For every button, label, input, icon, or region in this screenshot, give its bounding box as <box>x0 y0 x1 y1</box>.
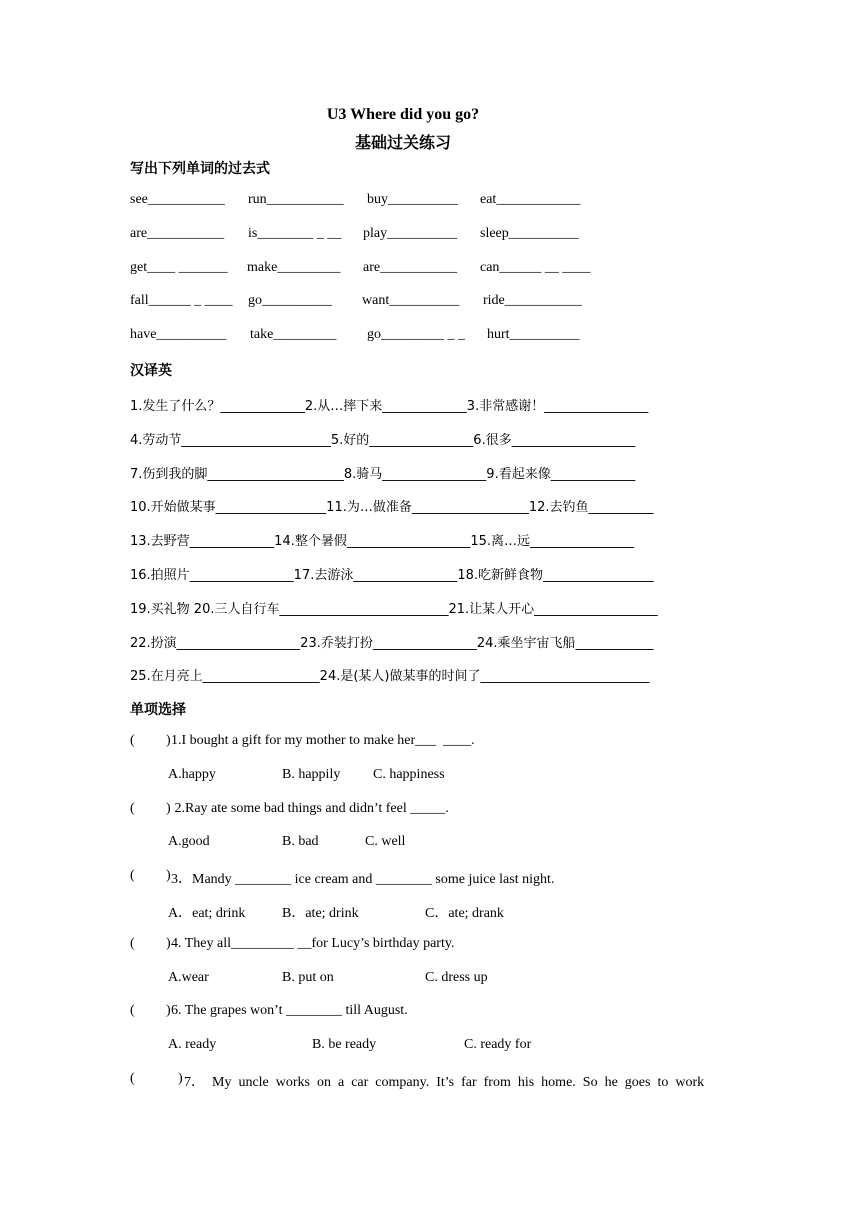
question-text: 4. They all_________ __for Lucy’s birthday party. <box>171 936 455 951</box>
word-blank: make_________ <box>247 260 341 275</box>
option-a: A. ready <box>168 1037 217 1052</box>
option-a: A.wear <box>168 970 209 985</box>
option-b: B. be ready <box>312 1037 377 1052</box>
option-b: B．ate; drink <box>282 906 359 921</box>
question-text: 7． My uncle works on a car company. It’s far from his home. So he goes to work <box>184 1075 705 1090</box>
option-c: C. dress up <box>425 970 488 985</box>
answer-paren-close: ) <box>166 1003 171 1018</box>
worksheet-subtitle: 基础过关练习 <box>354 133 451 152</box>
answer-paren-close: ) <box>166 733 171 748</box>
option-b: B. put on <box>282 970 334 985</box>
worksheet-title: U3 Where did you go? <box>326 106 480 123</box>
option-b: B. bad <box>282 834 319 849</box>
word-blank: play__________ <box>363 226 458 241</box>
answer-paren-close: ) <box>166 868 171 883</box>
word-blank: are___________ <box>363 260 458 275</box>
option-a: A．eat; drink <box>168 906 246 921</box>
translation-line: 13.去野营_____________14.整个暑假___________________15.离…远________________ <box>130 534 635 549</box>
word-blank: run___________ <box>248 192 344 207</box>
translation-line: 7.伤到我的脚_____________________8.骑马________________9.看起来像_____________ <box>130 467 636 482</box>
answer-paren-open: ( <box>130 936 135 951</box>
answer-paren-open: ( <box>130 1071 135 1086</box>
translation-line: 4.劳动节_______________________5.好的________________6.很多___________________ <box>130 433 636 448</box>
translation-line: 10.开始做某事_________________11.为…做准备__________________12.去钓鱼__________ <box>130 500 654 515</box>
option-c: C. well <box>365 834 406 849</box>
option-c: C．ate; drank <box>425 906 504 921</box>
translation-line: 22.扮演___________________23.乔装打扮________________24.乘坐宇宙飞船____________ <box>130 636 654 651</box>
word-blank: is________ _ __ <box>248 226 342 241</box>
translation-line: 1.发生了什么？_____________2.从…摔下来_____________3.非常感谢！________________ <box>130 399 649 414</box>
word-blank: ride___________ <box>483 293 582 308</box>
word-blank: go__________ <box>248 293 332 308</box>
question-text: 3．Mandy ________ ice cream and ________ some juice last night. <box>171 872 555 887</box>
section-heading-translate: 汉译英 <box>130 363 172 379</box>
section-heading-past-tense: 写出下列单词的过去式 <box>130 161 270 177</box>
word-blank: eat____________ <box>480 192 581 207</box>
answer-paren-close: ) <box>178 1071 183 1086</box>
word-blank: buy__________ <box>367 192 458 207</box>
section-heading-multiple-choice: 单项选择 <box>130 702 186 718</box>
option-a: A.good <box>168 834 210 849</box>
word-blank: get____ _______ <box>130 260 228 275</box>
answer-paren-close: ) <box>166 936 171 951</box>
word-blank: take_________ <box>250 327 337 342</box>
word-blank: have__________ <box>130 327 227 342</box>
option-c: C. happiness <box>373 767 445 782</box>
word-blank: are___________ <box>130 226 225 241</box>
question-text: 2.Ray ate some bad things and didn’t feel _____. <box>171 801 449 816</box>
option-c: C. ready for <box>464 1037 532 1052</box>
word-blank: sleep__________ <box>480 226 579 241</box>
translation-line: 25.在月亮上__________________24.是(某人)做某事的时间了__________________________ <box>130 669 650 684</box>
question-text: 6. The grapes won’t ________ till August. <box>171 1003 408 1018</box>
word-blank: go_________ _ _ <box>367 327 465 342</box>
word-blank: fall______ _ ____ <box>130 293 233 308</box>
word-blank: can______ __ ____ <box>480 260 591 275</box>
answer-paren-open: ( <box>130 1003 135 1018</box>
word-blank: see___________ <box>130 192 225 207</box>
option-b: B. happily <box>282 767 341 782</box>
answer-paren-open: ( <box>130 733 135 748</box>
question-text: 1.I bought a gift for my mother to make her___ ____. <box>171 733 475 748</box>
word-blank: want__________ <box>362 293 460 308</box>
translation-line: 19.买礼物 20.三人自行车__________________________21.让某人开心___________________ <box>130 602 658 617</box>
option-a: A.happy <box>168 767 216 782</box>
translation-line: 16.拍照片________________17.去游泳________________18.吃新鲜食物_________________ <box>130 568 654 583</box>
answer-paren-open: ( <box>130 868 135 883</box>
answer-paren-close: ) <box>166 801 171 816</box>
answer-paren-open: ( <box>130 801 135 816</box>
word-blank: hurt__________ <box>487 327 580 342</box>
